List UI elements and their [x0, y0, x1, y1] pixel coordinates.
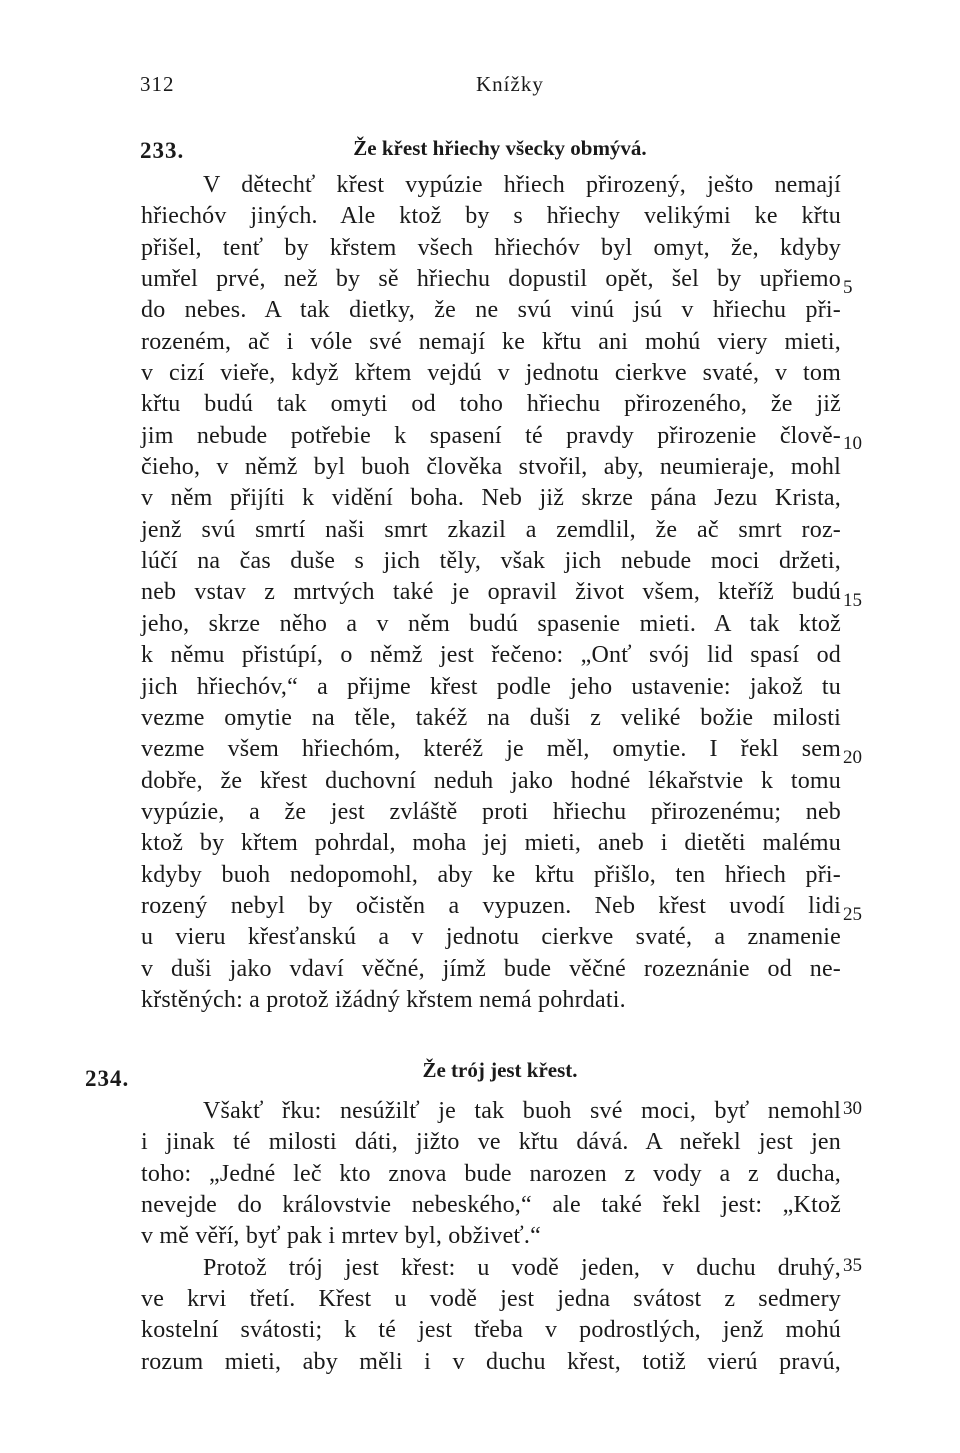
- text-line: v duši jako vdaví věčné, jímž bude věčné rozeznánie od ne-: [141, 955, 841, 982]
- text-line: u vieru křesťanskú a v jednotu cierkve svaté, a znamenie: [141, 924, 841, 951]
- text-line: jich hřiechóv,“ a přijme křest podle jeho ustavenie: jakož tu: [141, 673, 841, 700]
- text-line: křstěných: a protož ižádný křstem nemá pohrdati.: [141, 986, 626, 1013]
- running-title: Knížky: [476, 72, 544, 96]
- text-line: jim nebude potřebie k spasení té pravdy přirozenie člově-: [141, 422, 841, 449]
- text-line: do nebes. A tak dietky, že ne svú vinú jsú v hřiechu při-: [141, 297, 841, 324]
- text-line: lúčí na čas duše s jich těly, však jich nebude moci držeti,: [141, 548, 841, 575]
- text-line: rozeném, ač i vóle své nemají ke křtu ani mohú viery mieti,: [141, 328, 841, 355]
- text-line: neb vstav z mrtvých také je opravil život všem, kteříž budú: [141, 579, 841, 606]
- margin-line-number: 5: [843, 277, 853, 298]
- margin-line-number: 20: [843, 747, 862, 768]
- text-line: rozený nebyl by očistěn a vypuzen. Neb křest uvodí lidi: [141, 892, 841, 919]
- text-line: kdyby buoh nedopomohl, aby ke křtu přišlo, ten hřiech při-: [141, 861, 841, 888]
- margin-line-number: 25: [843, 904, 862, 925]
- text-line: umřel prvé, než by sě hřiechu dopustil opět, šel by upřiemo: [141, 266, 841, 293]
- text-line: toho: „Jedné leč kto znova bude narozen z vody a z ducha,: [141, 1160, 841, 1187]
- margin-line-number: 15: [843, 590, 862, 611]
- text-line: v něm přijíti k vidění boha. Neb již skrze pána Jezu Krista,: [141, 485, 841, 512]
- text-line: V dětechť křest vypúzie hřiech přirozený, ješto nemají: [203, 172, 841, 198]
- margin-line-number: 35: [843, 1255, 862, 1276]
- section-number: 233.: [140, 138, 185, 163]
- text-line: Všakť řku: nesúžilť je tak buoh své moci, byť nemohl: [203, 1098, 841, 1124]
- text-line: kostelní svátosti; k té jest třeba v podrostlých, jenž mohú: [141, 1317, 841, 1344]
- text-line: jeho, skrze něho a v něm budú spasenie mieti. A tak ktož: [141, 610, 841, 637]
- text-line: nevejde do královstvie nebeského,“ ale také řekl jest: „Ktož: [141, 1192, 841, 1219]
- text-line: ktož by křtem pohrdal, moha jej mieti, aneb i dietěti malému: [141, 830, 841, 857]
- text-line: rozum mieti, aby měli i v duchu křest, totiž vierú pravú,: [141, 1348, 841, 1375]
- text-line: v cizí vieře, když křtem vejdú v jednotu cierkve svaté, v tom: [141, 360, 841, 387]
- text-line: dobře, že křest duchovní neduh jako hodné lékařstvie k tomu: [141, 767, 841, 794]
- text-line: vypúzie, a že jest zvláště proti hřiechu přirozenému; neb: [141, 798, 841, 825]
- page-number: 312: [140, 72, 175, 96]
- text-line: čieho, v němž byl buoh člověka stvořil, aby, neumieraje, mohl: [141, 454, 841, 481]
- section-body: [141, 170, 841, 1016]
- section-number: 234.: [85, 1066, 130, 1091]
- margin-line-number: 10: [843, 433, 862, 454]
- section-body: [141, 1096, 841, 1378]
- text-line: Protož trój jest křest: u vodě jeden, v duchu druhý,: [203, 1254, 841, 1281]
- section-title: Že trój jest křest.: [422, 1058, 578, 1082]
- text-line: přišel, tenť by křstem všech hřiechóv byl omyt, že, kdyby: [141, 234, 841, 261]
- text-line: vezme omytie na těle, takéž na duši z veliké božie milosti: [141, 704, 841, 731]
- text-line: vezme všem hřiechóm, kteréž je měl, omytie. I řekl sem: [141, 736, 841, 763]
- text-line: jenž svú smrtí naši smrt zkazil a zemdlil, že ač smrt roz-: [141, 516, 841, 543]
- text-line: v mě věří, byť pak i mrtev byl, obživeť.“: [141, 1223, 541, 1250]
- text-line: k němu přistúpí, o němž jest řečeno: „Onť svój lid spasí od: [141, 642, 841, 669]
- text-line: křtu budú tak omyti od toho hřiechu přirozeného, že již: [141, 391, 841, 418]
- margin-line-number: 30: [843, 1098, 862, 1119]
- text-line: ve krvi třetí. Křest u vodě jest jedna svátost z sedmery: [141, 1286, 841, 1313]
- text-line: hřiechóv jiných. Ale ktož by s hřiechy velikými ke křtu: [141, 203, 841, 230]
- section-title: Že křest hřiechy všecky obmývá.: [353, 136, 647, 160]
- text-line: i jinak té milosti dáti, jižto ve křtu dává. A neřekl jest jen: [141, 1129, 841, 1156]
